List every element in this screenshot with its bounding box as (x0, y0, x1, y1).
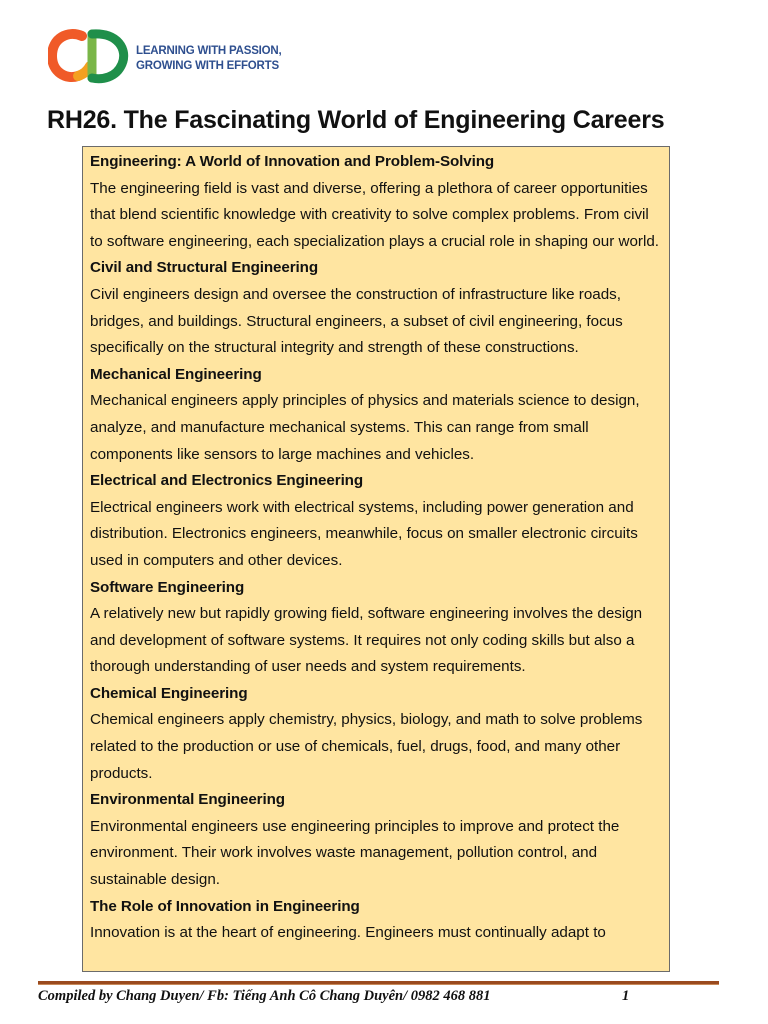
cd-logo (48, 26, 288, 88)
section-heading: Civil and Structural Engineering (90, 259, 319, 277)
section-body: Environmental engineers use engineering principles to improve and protect the environment. Their work involves waste management, pollution control, and sustainable design. (90, 817, 620, 889)
section-heading: The Role of Innovation in Engineering (90, 897, 360, 915)
section-body: Electrical engineers work with electrical systems, including power generation and distribution. Electronics engineers, meanwhile, focus on smaller electronic circuits used in computers and other devices. (90, 498, 638, 569)
section-body: Chemical engineers apply chemistry, physics, biology, and math to solve problems related to the production or use of chemicals, fuel, drugs, food, and many other products. (90, 711, 643, 782)
logo-tagline-line1: LEARNING WITH PASSION, (136, 45, 282, 57)
section-heading: Chemical Engineering (90, 684, 248, 702)
section-heading: Engineering: A World of Innovation and Problem-Solving (90, 153, 495, 170)
logo-tagline-line2: GROWING WITH EFFORTS (136, 60, 279, 72)
section-body: The engineering field is vast and diverse, offering a plethora of career opportunities that blend scientific knowledge with creativity to solve complex problems. From civil to software engineering, each specialization plays a crucial role in shaping our world. (90, 179, 660, 250)
section-body: Innovation is at the heart of engineering. Engineers must continually adapt to (90, 924, 606, 942)
footer-divider (38, 981, 719, 985)
section-heading: Electrical and Electronics Engineering (90, 472, 364, 490)
section-heading: Environmental Engineering (90, 791, 285, 809)
page-title: RH26. The Fascinating World of Engineering Careers (47, 106, 665, 134)
section-body: A relatively new but rapidly growing field, software engineering involves the design and development of software systems. It requires not only coding skills but also a thorough understanding of user needs and system requirements. (90, 605, 643, 676)
section-heading: Mechanical Engineering (90, 365, 262, 383)
cd-logo-mark (48, 26, 130, 86)
footer-credit: Compiled by Chang Duyen/ Fb: Tiếng Anh Cô Chang Duyên/ 0982 468 881 (38, 988, 491, 1004)
section-body: Mechanical engineers apply principles of physics and materials science to design, analyze, and manufacture mechanical systems. This can range from small components like sensors to large machines and vehicles. (90, 392, 640, 463)
logo-tagline (136, 44, 282, 74)
section-heading: Software Engineering (90, 578, 245, 596)
page-number: 1 (622, 988, 630, 1004)
section-body: Civil engineers design and oversee the construction of infrastructure like roads, bridges, and buildings. Structural engineers, a subset of civil engineering, focus specifically on the structural integrity and strength of these constructions. (90, 285, 623, 357)
reading-passage-box (82, 146, 670, 972)
